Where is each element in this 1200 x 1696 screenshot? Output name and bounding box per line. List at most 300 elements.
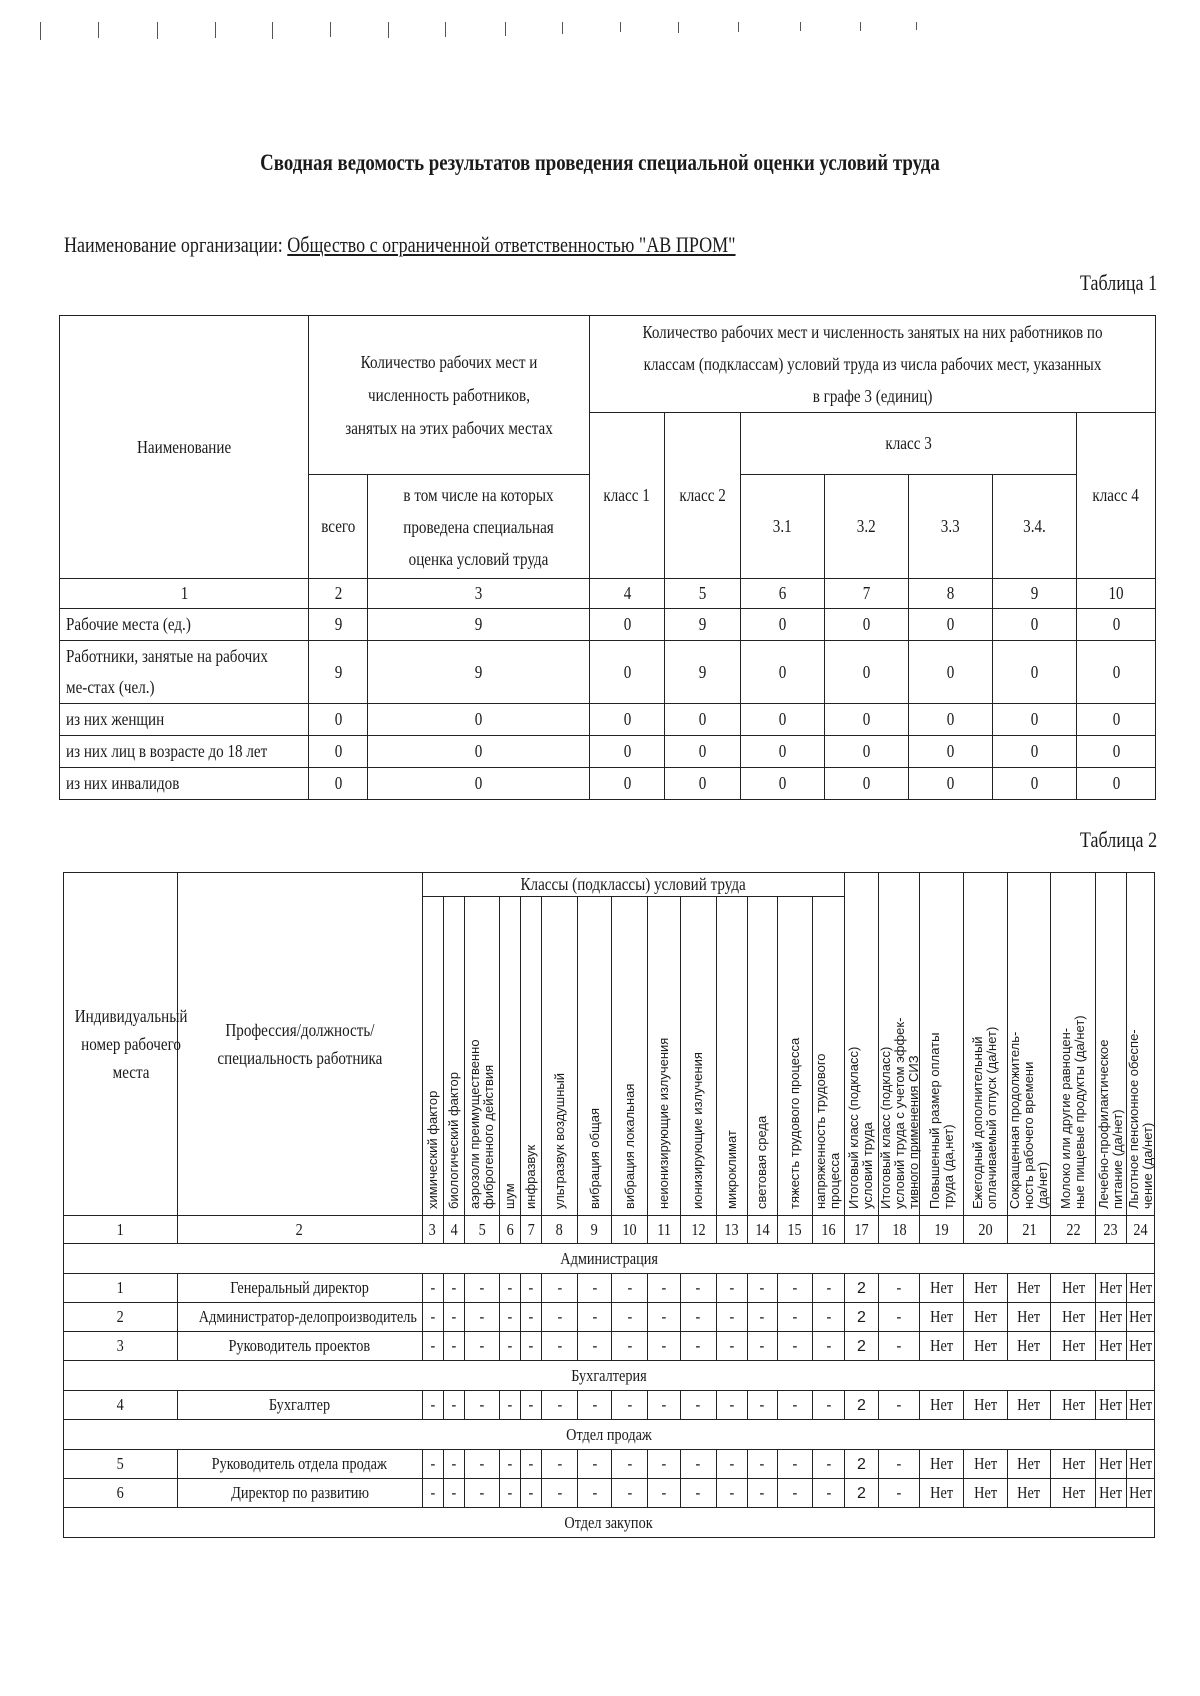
factor-class: - (422, 1274, 443, 1303)
factor-class: - (612, 1332, 648, 1361)
benefit-value: Нет (1007, 1274, 1051, 1303)
benefit-value: Нет (1096, 1479, 1126, 1508)
factor-class: - (680, 1391, 717, 1420)
factor-class: - (717, 1332, 747, 1361)
table-cell: 0 (1077, 609, 1156, 641)
factor-class: - (422, 1391, 443, 1420)
benefit-value: Нет (1096, 1391, 1126, 1420)
factor-class: - (747, 1274, 777, 1303)
column-number: 17 (845, 1216, 879, 1244)
factor-class: - (422, 1303, 443, 1332)
binding-tick (215, 22, 216, 38)
factor-class: - (680, 1332, 717, 1361)
header-row (64, 873, 1155, 897)
table-cell: 0 (825, 641, 909, 704)
benefit-value: Нет (964, 1274, 1008, 1303)
header-factor: ионизирующие излучения (680, 897, 717, 1216)
column-number: 5 (465, 1216, 500, 1244)
factor-class: - (648, 1391, 681, 1420)
header-factor: напряженность трудового процесса (812, 897, 845, 1216)
final-class: 2 (845, 1479, 879, 1508)
binding-tick (916, 22, 917, 30)
factor-class: - (577, 1303, 612, 1332)
factor-class: - (443, 1391, 464, 1420)
header-profession: Профессия/должность/специальность работника (177, 873, 422, 1216)
benefit-value: Нет (920, 1479, 964, 1508)
factor-class: - (465, 1479, 500, 1508)
column-number: 8 (542, 1216, 578, 1244)
factor-class: - (812, 1450, 845, 1479)
header-extra: Повышенный размер оплаты труда (да,нет) (920, 873, 964, 1216)
table-cell: 0 (741, 609, 825, 641)
position-name: Руководитель проектов (177, 1332, 422, 1361)
final-class-siz: - (878, 1391, 920, 1420)
header-sub-3-3: 3.3 (909, 475, 993, 579)
factor-class: - (612, 1303, 648, 1332)
table-row (64, 1274, 1155, 1303)
column-number: 16 (812, 1216, 845, 1244)
factor-class: - (443, 1450, 464, 1479)
final-class: 2 (845, 1332, 879, 1361)
header-factor: аэрозоли преимущественно фиброгенного действия (465, 897, 500, 1216)
factor-class: - (499, 1479, 520, 1508)
table-row (64, 1332, 1155, 1361)
benefit-value: Нет (1126, 1450, 1155, 1479)
factor-class: - (612, 1274, 648, 1303)
factor-class: - (648, 1450, 681, 1479)
factor-class: - (648, 1332, 681, 1361)
table-cell: 9 (368, 609, 590, 641)
factor-class: - (499, 1391, 520, 1420)
factor-class: - (465, 1274, 500, 1303)
benefit-value: Нет (1096, 1332, 1126, 1361)
table-cell: 0 (665, 704, 741, 736)
final-class: 2 (845, 1450, 879, 1479)
header-sub-3-2: 3.2 (825, 475, 909, 579)
factor-class: - (778, 1450, 813, 1479)
final-class-siz: - (878, 1303, 920, 1332)
section-row (64, 1420, 1155, 1450)
position-name: Генеральный директор (177, 1274, 422, 1303)
benefit-value: Нет (1096, 1303, 1126, 1332)
factor-class: - (542, 1450, 578, 1479)
benefit-value: Нет (1007, 1303, 1051, 1332)
binding-tick (738, 22, 739, 32)
table-row (60, 736, 1156, 768)
page-title: Сводная ведомость результатов проведения специальной оценки условий труда (260, 150, 940, 175)
factor-class: - (521, 1479, 542, 1508)
table-cell: 0 (741, 768, 825, 800)
binding-tick (620, 22, 621, 32)
workplace-id: 1 (64, 1274, 178, 1303)
table-cell: 0 (665, 736, 741, 768)
final-class-siz: - (878, 1274, 920, 1303)
factor-class: - (542, 1303, 578, 1332)
benefit-value: Нет (1051, 1332, 1096, 1361)
benefit-value: Нет (1126, 1274, 1155, 1303)
factor-class: - (542, 1391, 578, 1420)
table-cell: 0 (590, 609, 665, 641)
column-number: 9 (993, 579, 1077, 609)
column-number: 23 (1096, 1216, 1126, 1244)
workplace-id: 6 (64, 1479, 178, 1508)
benefit-value: Нет (1096, 1274, 1126, 1303)
factor-class: - (577, 1391, 612, 1420)
benefit-value: Нет (920, 1303, 964, 1332)
header-classes: Классы (подклассы) условий труда (422, 873, 845, 897)
header-factor: шум (499, 897, 520, 1216)
factor-class: - (747, 1391, 777, 1420)
table-cell: 0 (590, 736, 665, 768)
header-extra: Льготное пенсионное обеспе- чение (да/нет) (1126, 873, 1155, 1216)
table-cell: 0 (741, 641, 825, 704)
factor-class: - (717, 1303, 747, 1332)
table-row (60, 641, 1156, 704)
table-cell: 0 (909, 641, 993, 704)
binding-tick (860, 22, 861, 31)
benefit-value: Нет (1051, 1450, 1096, 1479)
table-cell: 0 (993, 641, 1077, 704)
factor-class: - (648, 1303, 681, 1332)
factor-class: - (778, 1391, 813, 1420)
table-cell: 9 (665, 641, 741, 704)
binding-tick (562, 22, 563, 34)
factor-class: - (443, 1274, 464, 1303)
column-number-row (60, 579, 1156, 609)
workplace-id: 2 (64, 1303, 178, 1332)
table-cell: 0 (993, 609, 1077, 641)
position-name: Бухгалтер (177, 1391, 422, 1420)
factor-class: - (717, 1450, 747, 1479)
table-cell: 9 (309, 641, 368, 704)
workplace-id: 4 (64, 1391, 178, 1420)
column-number: 24 (1126, 1216, 1155, 1244)
column-number: 22 (1051, 1216, 1096, 1244)
header-workplace-id: Индивидуальный номер рабочего места (64, 873, 178, 1216)
header-extra: Итоговый класс (подкласс) условий труда (845, 873, 879, 1216)
final-class-siz: - (878, 1450, 920, 1479)
row-label: из них женщин (60, 704, 309, 736)
benefit-value: Нет (1051, 1479, 1096, 1508)
header-factor: химический фактор (422, 897, 443, 1216)
factor-class: - (465, 1391, 500, 1420)
header-extra: Молоко или другие равноцен- ные пищевые продукты (да/нет) (1051, 873, 1096, 1216)
final-class-siz: - (878, 1332, 920, 1361)
table-cell: 0 (993, 736, 1077, 768)
column-number: 5 (665, 579, 741, 609)
header-factor: микроклимат (717, 897, 747, 1216)
table-cell: 0 (825, 704, 909, 736)
organization-line (64, 232, 736, 258)
table-cell: 9 (665, 609, 741, 641)
table-cell: 0 (309, 736, 368, 768)
column-number: 3 (422, 1216, 443, 1244)
column-number: 19 (920, 1216, 964, 1244)
factor-class: - (443, 1303, 464, 1332)
benefit-value: Нет (1051, 1391, 1096, 1420)
section-row (64, 1508, 1155, 1538)
table-row (64, 1479, 1155, 1508)
factor-class: - (812, 1332, 845, 1361)
header-class1: класс 1 (590, 413, 665, 579)
factor-class: - (577, 1450, 612, 1479)
column-number: 7 (825, 579, 909, 609)
factor-class: - (747, 1303, 777, 1332)
factor-class: - (422, 1450, 443, 1479)
table-row (60, 704, 1156, 736)
factor-class: - (747, 1479, 777, 1508)
section-row (64, 1361, 1155, 1391)
factor-class: - (499, 1450, 520, 1479)
header-sub-3-4: 3.4. (993, 475, 1077, 579)
section-row (64, 1244, 1155, 1274)
table-row (64, 1450, 1155, 1479)
benefit-value: Нет (1051, 1274, 1096, 1303)
section-title: Отдел закупок (64, 1508, 1155, 1538)
header-class4: класс 4 (1077, 413, 1156, 579)
benefit-value: Нет (1007, 1450, 1051, 1479)
table-cell: 0 (909, 768, 993, 800)
column-number: 14 (747, 1216, 777, 1244)
workplace-id: 5 (64, 1450, 178, 1479)
table-cell: 9 (368, 641, 590, 704)
binding-tick (40, 22, 41, 40)
factor-class: - (612, 1450, 648, 1479)
header-sub-3-1: 3.1 (741, 475, 825, 579)
table-cell: 0 (1077, 736, 1156, 768)
factor-class: - (465, 1332, 500, 1361)
table-cell: 0 (825, 609, 909, 641)
factor-class: - (443, 1479, 464, 1508)
benefit-value: Нет (920, 1391, 964, 1420)
benefit-value: Нет (920, 1450, 964, 1479)
column-number: 4 (443, 1216, 464, 1244)
table-cell: 0 (368, 736, 590, 768)
binding-tick (388, 22, 389, 38)
factor-class: - (648, 1479, 681, 1508)
factor-class: - (717, 1479, 747, 1508)
table-cell: 9 (309, 609, 368, 641)
organization-label: Наименование организации: (64, 232, 283, 257)
benefit-value: Нет (1007, 1391, 1051, 1420)
benefit-value: Нет (964, 1391, 1008, 1420)
table-cell: 0 (909, 704, 993, 736)
benefit-value: Нет (1126, 1391, 1155, 1420)
final-class: 2 (845, 1303, 879, 1332)
section-title: Бухгалтерия (64, 1361, 1155, 1391)
factor-class: - (521, 1450, 542, 1479)
final-class: 2 (845, 1274, 879, 1303)
section-title: Администрация (64, 1244, 1155, 1274)
column-number: 20 (964, 1216, 1008, 1244)
factor-class: - (443, 1332, 464, 1361)
factor-class: - (680, 1274, 717, 1303)
benefit-value: Нет (1126, 1332, 1155, 1361)
factor-class: - (812, 1479, 845, 1508)
header-factor: вибрация локальная (612, 897, 648, 1216)
table-cell: 0 (1077, 641, 1156, 704)
factor-class: - (499, 1274, 520, 1303)
factor-class: - (747, 1332, 777, 1361)
factor-class: - (521, 1332, 542, 1361)
organization-name: Общество с ограниченной ответственностью "АВ ПРОМ" (287, 232, 736, 257)
header-extra: Ежегодный дополнительный оплачиваемый отпуск (да/нет) (964, 873, 1008, 1216)
binding-tick (330, 22, 331, 37)
header-factor: биологический фактор (443, 897, 464, 1216)
table-cell: 0 (368, 768, 590, 800)
factor-class: - (747, 1450, 777, 1479)
column-number-row (64, 1216, 1155, 1244)
column-number: 2 (177, 1216, 422, 1244)
column-number: 1 (60, 579, 309, 609)
table-cell: 0 (665, 768, 741, 800)
factor-class: - (521, 1391, 542, 1420)
factor-class: - (680, 1450, 717, 1479)
table-row (60, 609, 1156, 641)
factor-class: - (499, 1303, 520, 1332)
workplace-table (63, 872, 1155, 1538)
header-factor: неионизирующие излучения (648, 897, 681, 1216)
table-cell: 0 (741, 736, 825, 768)
factor-class: - (648, 1274, 681, 1303)
factor-class: - (499, 1332, 520, 1361)
header-extra: Лечебно-профилактическое питание (да/нет) (1096, 873, 1126, 1216)
column-number: 7 (521, 1216, 542, 1244)
benefit-value: Нет (1126, 1303, 1155, 1332)
benefit-value: Нет (1096, 1450, 1126, 1479)
table-cell: 0 (590, 641, 665, 704)
binding-tick (800, 22, 801, 31)
table-cell: 0 (309, 768, 368, 800)
factor-class: - (680, 1303, 717, 1332)
table-row (64, 1303, 1155, 1332)
binding-hole-marks (40, 22, 920, 46)
factor-class: - (465, 1450, 500, 1479)
benefit-value: Нет (964, 1450, 1008, 1479)
header-extra: Итоговый класс (подкласс) условий труда с учетом эффек- тивного применения СИЗ (878, 873, 920, 1216)
table-cell: 0 (909, 736, 993, 768)
factor-class: - (422, 1479, 443, 1508)
factor-class: - (778, 1303, 813, 1332)
benefit-value: Нет (964, 1303, 1008, 1332)
header-total: всего (309, 475, 368, 579)
factor-class: - (577, 1274, 612, 1303)
section-title: Отдел продаж (64, 1420, 1155, 1450)
benefit-value: Нет (1007, 1332, 1051, 1361)
column-number: 3 (368, 579, 590, 609)
binding-tick (272, 22, 273, 39)
factor-class: - (717, 1391, 747, 1420)
factor-class: - (542, 1274, 578, 1303)
table-row (64, 1391, 1155, 1420)
factor-class: - (577, 1479, 612, 1508)
table-row (60, 768, 1156, 800)
column-number: 2 (309, 579, 368, 609)
factor-class: - (812, 1274, 845, 1303)
factor-class: - (612, 1391, 648, 1420)
column-number: 6 (499, 1216, 520, 1244)
table-cell: 0 (1077, 768, 1156, 800)
column-number: 13 (717, 1216, 747, 1244)
benefit-value: Нет (964, 1332, 1008, 1361)
header-factor: инфразвук (521, 897, 542, 1216)
workplace-id: 3 (64, 1332, 178, 1361)
column-number: 11 (648, 1216, 681, 1244)
factor-class: - (812, 1391, 845, 1420)
row-label: из них инвалидов (60, 768, 309, 800)
factor-class: - (542, 1332, 578, 1361)
factor-class: - (612, 1479, 648, 1508)
column-number: 21 (1007, 1216, 1051, 1244)
column-number: 1 (64, 1216, 178, 1244)
benefit-value: Нет (1007, 1479, 1051, 1508)
factor-class: - (521, 1274, 542, 1303)
table1-label: Таблица 1 (1079, 270, 1157, 295)
header-factor: тяжесть трудового процесса (778, 897, 813, 1216)
factor-class: - (812, 1303, 845, 1332)
header-classes-group: Количество рабочих мест и численность занятых на них работников по классам (подклассам) условий труда из числа рабочих мест, указанных в графе 3 (единиц) (590, 316, 1156, 413)
binding-tick (505, 22, 506, 36)
table-cell: 0 (590, 704, 665, 736)
benefit-value: Нет (1051, 1303, 1096, 1332)
header-count-group: Количество рабочих мест и численность работников, занятых на этих рабочих местах (309, 316, 590, 475)
header-factor: световая среда (747, 897, 777, 1216)
binding-tick (678, 22, 679, 33)
benefit-value: Нет (1126, 1479, 1155, 1508)
column-number: 15 (778, 1216, 813, 1244)
column-number: 18 (878, 1216, 920, 1244)
factor-class: - (465, 1303, 500, 1332)
row-label: из них лиц в возрасте до 18 лет (60, 736, 309, 768)
factor-class: - (778, 1332, 813, 1361)
column-number: 10 (1077, 579, 1156, 609)
column-number: 10 (612, 1216, 648, 1244)
factor-class: - (521, 1303, 542, 1332)
factor-class: - (778, 1479, 813, 1508)
table-cell: 0 (909, 609, 993, 641)
binding-tick (445, 22, 446, 37)
final-class-siz: - (878, 1479, 920, 1508)
position-name: Руководитель отдела продаж (177, 1450, 422, 1479)
table-cell: 0 (309, 704, 368, 736)
header-class3: класс 3 (741, 413, 1077, 475)
table-cell: 0 (741, 704, 825, 736)
column-number: 8 (909, 579, 993, 609)
position-name: Директор по развитию (177, 1479, 422, 1508)
summary-table (59, 315, 1156, 800)
column-number: 9 (577, 1216, 612, 1244)
column-number: 12 (680, 1216, 717, 1244)
header-class2: класс 2 (665, 413, 741, 579)
binding-tick (98, 22, 99, 38)
factor-class: - (542, 1479, 578, 1508)
factor-class: - (577, 1332, 612, 1361)
table2-label: Таблица 2 (1079, 827, 1157, 852)
factor-class: - (680, 1479, 717, 1508)
final-class: 2 (845, 1391, 879, 1420)
table-cell: 0 (1077, 704, 1156, 736)
header-assessed: в том числе на которых проведена специальная оценка условий труда (368, 475, 590, 579)
benefit-value: Нет (920, 1274, 964, 1303)
row-label: Рабочие места (ед.) (60, 609, 309, 641)
position-name: Администратор-делопроизводитель (177, 1303, 422, 1332)
header-name: Наименование (60, 316, 309, 579)
header-factor: вибрация общая (577, 897, 612, 1216)
table-cell: 0 (993, 704, 1077, 736)
row-label: Работники, занятые на рабочих ме-стах (чел.) (60, 641, 309, 704)
factor-class: - (778, 1274, 813, 1303)
table-cell: 0 (993, 768, 1077, 800)
